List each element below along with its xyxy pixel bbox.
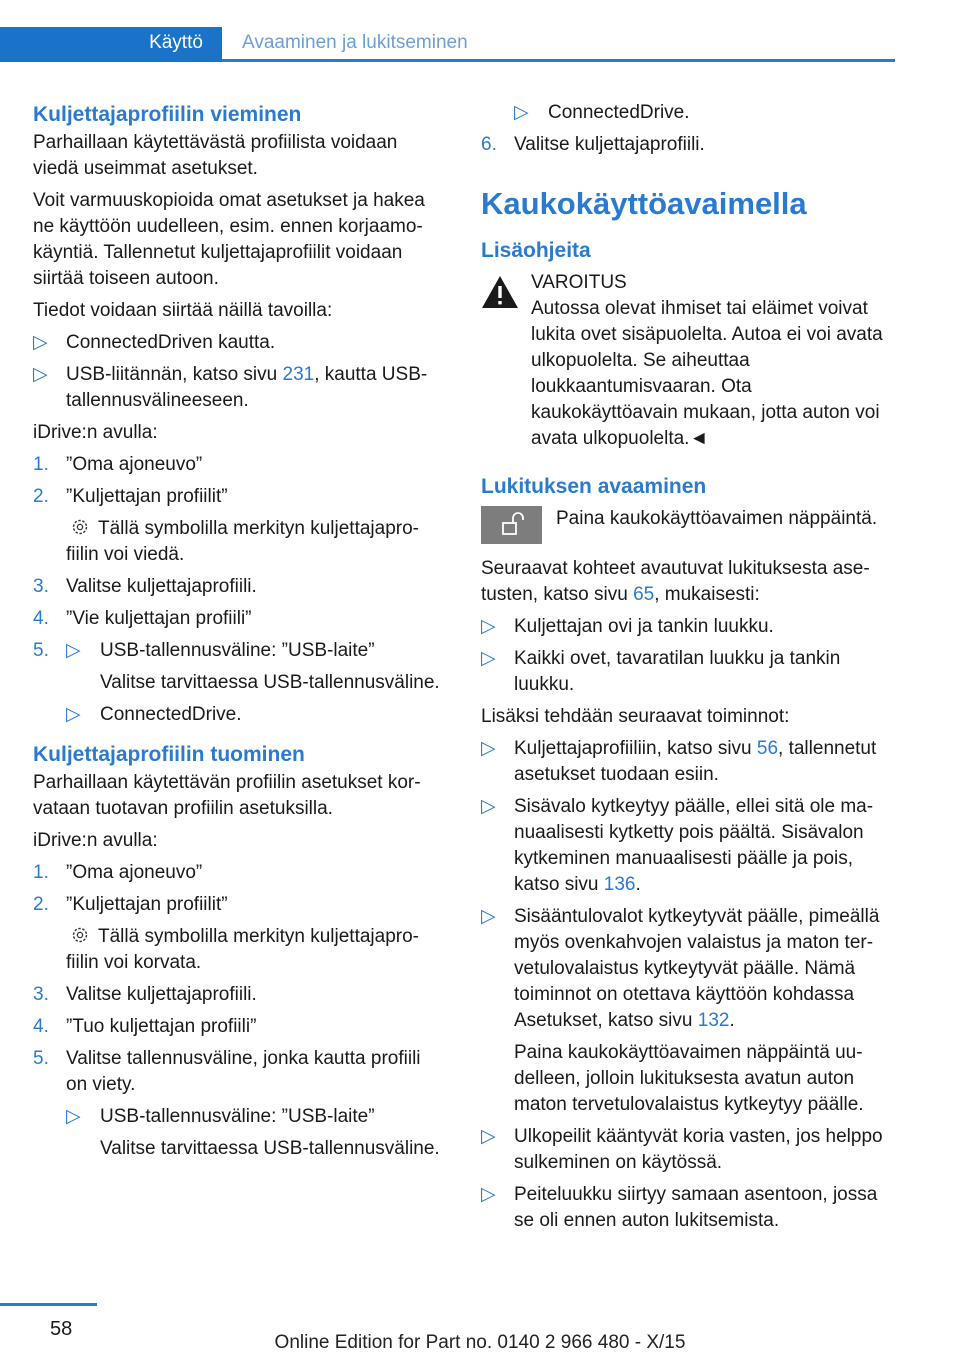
bullet-item: ▷ ConnectedDriven kautta. [33,330,445,356]
step-item: 4. ”Vie kuljettajan profiili” [33,608,252,629]
page-link[interactable]: 132 [697,1010,730,1031]
footer-rule [0,1303,97,1306]
header-title: Avaaminen ja lukitseminen [242,32,468,53]
bullet-note: Paina kaukokäyttöavaimen näppäintä uudelleen, jolloin lukituksesta avatun auton maton tervetulovalaistus kytkeytyy päälle. [514,1042,864,1115]
warning-text: Autossa olevat ihmiset tai eläimet voivat lukita ovet sisäpuolelta. Autoa ei voi avata ulkopuolelta. Se aiheuttaa loukkaantumisvaaran. Ota kaukokäyttöavain mukaan, jotta auton voi avata ulkopuolelta.◄ [531,298,883,449]
page-link[interactable]: 231 [282,364,315,385]
step-note: Valitse tarvittaessa USB-tallennusväline. [100,672,440,693]
paragraph: Voit varmuuskopioida omat asetukset ja hakea ne käyttöön uudelleen, esim. ennen korjaamokäyntiä. Tallennetut kuljettajaprofiilit voidaan siirtää toiseen autoon. [33,190,425,289]
step-item: 3. Valitse kuljettajaprofiili. [33,576,257,597]
unlock-button-icon [481,506,542,544]
bullet-item: ▷ Ulkopeilit kääntyvät koria vasten, jos helppo sulkeminen on käytössä. [481,1126,883,1173]
press-instruction: Paina kaukokäyttöavaimen näppäintä. [481,506,899,544]
page-link[interactable]: 136 [603,874,636,895]
header-section: Käyttö [149,32,203,53]
right-column [481,100,899,1240]
heading-info: Lisäohjeita [481,239,591,262]
page-header [0,0,960,64]
paragraph: Tiedot voidaan siirtää näillä tavoilla: [33,300,333,321]
step-item: 2. ”Kuljettajan profiilit” [33,894,228,915]
bullet-item: ▷ Sisääntulovalot kytkeytyvät päälle, pimeällä myös ovenkahvojen valaistus ja maton tervetulovalaistus kytkeytyvät päälle. Nämä toiminnot on otettava käyttöön kohdassa Asetukset, katso sivu 132. [481,906,880,1031]
bullet-item: ▷ USB-liitännän, katso sivu 231, kautta USB-tallennusvälineeseen. [33,364,428,411]
warning-box [481,270,899,296]
bullet-marker: ▷ [33,332,48,353]
bullet-item: ▷ Kuljettajan ovi ja tankin luukku. [481,616,774,637]
paragraph: iDrive:n avulla: [33,422,158,443]
step-item: 1. ”Oma ajoneuvo” [33,454,203,475]
step-note: Tällä symbolilla merkityn kuljettajaprofiilin voi viedä. [66,518,419,565]
gear-icon [70,925,90,945]
paragraph: iDrive:n avulla: [33,830,158,851]
page-number: 58 [50,1318,73,1340]
header-rule [222,59,895,62]
paragraph: Seuraavat kohteet avautuvat lukituksesta asetusten, katso sivu 65, mukaisesti: [481,558,870,605]
sub-bullet-item: ▷ USB-tallennusväline: ”USB-laite” [66,1106,375,1127]
bullet-item: ▷ Kaikki ovet, tavaratilan luukku ja tankin luukku. [481,648,841,695]
step-item: 5. Valitse tallennusväline, jonka kautta profiili on viety. [33,1048,421,1095]
heading-export: Kuljettajaprofiilin vieminen [33,103,302,126]
bullet-item: ▷ Peiteluukku siirtyy samaan asentoon, jossa se oli ennen auton lukitsemista. [481,1184,878,1231]
step-note: Tällä symbolilla merkityn kuljettajaprofiilin voi korvata. [66,926,419,973]
gear-icon [70,517,90,537]
heading-remote: Kaukokäyttöavaimella [481,186,807,221]
step-item: 6. Valitse kuljettajaprofiili. [481,134,705,155]
step-item: 5. ▷ USB-tallennusväline: ”USB-laite” [33,640,375,661]
heading-import: Kuljettajaprofiilin tuominen [33,743,305,766]
left-column [33,100,445,1168]
bullet-item: ▷ Kuljettajaprofiiliin, katso sivu 56, tallennetut asetukset tuodaan esiin. [481,738,877,785]
paragraph: Parhaillaan käytettävän profiilin asetukset korvataan tuotavan profiilin asetuksilla. [33,772,421,819]
bullet-marker: ▷ [33,364,48,385]
step-note: Valitse tarvittaessa USB-tallennusväline. [100,1138,440,1159]
paragraph: Lisäksi tehdään seuraavat toiminnot: [481,706,790,727]
bullet-item: ▷ Sisävalo kytkeytyy päälle, ellei sitä ole manuaalisesti kytketty pois päältä. Sisävalon kytkeminen manuaalisesti päälle ja pois, katso sivu 136. [481,796,874,895]
step-item: 4. ”Tuo kuljettajan profiili” [33,1016,257,1037]
step-item: 2. ”Kuljettajan profiilit” [33,486,228,507]
step-item: 3. Valitse kuljettajaprofiili. [33,984,257,1005]
warning-triangle-icon [481,274,519,310]
footer-edition: Online Edition for Part no. 0140 2 966 480 - X/15 [274,1332,686,1353]
step-item: 1. ”Oma ajoneuvo” [33,862,203,883]
sub-bullet-item: ▷ ConnectedDrive. [514,102,690,123]
warning-title: VAROITUS [531,272,627,293]
page-link[interactable]: 56 [756,738,779,759]
paragraph: Parhaillaan käytettävästä profiilista voidaan viedä useimmat asetukset. [33,132,398,179]
heading-unlock: Lukituksen avaaminen [481,475,707,498]
page-link[interactable]: 65 [633,584,655,605]
sub-bullet-item: ▷ ConnectedDrive. [66,704,242,725]
